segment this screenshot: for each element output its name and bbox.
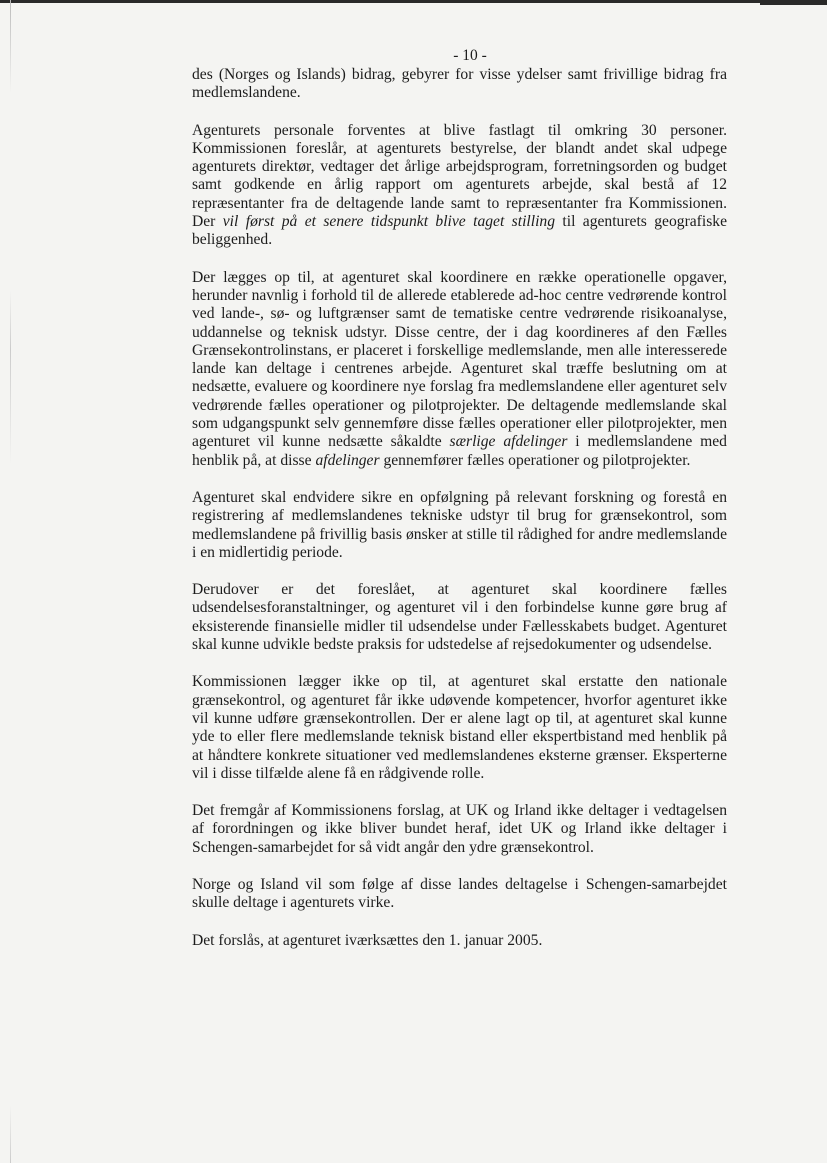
italic-text: vil først på et senere tidspunkt blive taget stilling [222,213,556,231]
paragraph-text: til agenturets geografiske beliggenhed. [192,213,727,249]
top-border-line [0,0,827,3]
paragraph-text: des (Norges og Islands) bidrag, gebyrer for visse ydelser samt frivillige bidrag fra medlemslandene. [192,66,727,102]
paragraph-text: Kommissionen lægger ikke op til, at agenturet skal erstatte den nationale grænsekontrol, og agenturet får ikke udøvende kompetencer, hvorfor agenturet ikke vil kunne udføre grænsekontrollen. Der er alene lagt op til, at agenturet skal kunne yde to eller flere medlemslande teknisk bistand eller ekspertbistand med henblik på at håndtere konkrete situationer ved medlemslandenes eksterne grænser. Eksperterne vil i disse tilfælde alene få en rådgivende rolle. [192,673,727,782]
paragraph-text: Agenturet skal endvidere sikre en opfølgning på relevant forskning og forestå en registrering af medlemslandenes tekniske udstyr til brug for grænsekontrol, som medlemslandene på frivillig basis ønsker at stille til rådighed for andre medlemslande i en midlertidig periode. [192,488,727,561]
paragraph [192,122,727,250]
paragraph [192,66,727,103]
paragraph-text: Der lægges op til, at agenturet skal koordinere en række operationelle opgaver, herunder navnlig i forhold til de allerede etablerede ad-hoc centre vedrørende kontrol ved lande-, sø- og luftgrænser samt de tematiske centre vedrørende risikoanalyse, uddannelse og teknisk udstyr. Disse centre, der i dag koordineres af den Fælles Grænsekontrolinstans, er placeret i forskellige medlemslande, men alle interesserede lande kan deltage i centrenes arbejde. Agenturet skal træffe beslutning om at nedsætte, evaluere og koordinere nye forslag fra medlemslandene eller agenturet selv vedrørende fælles operationer og pilotprojekter. De deltagende medlemslande skal som udgangspunkt selv gennemføre disse fælles operationer eller pilotprojekter, men agenturet vil kunne nedsætte såkaldte [192,268,727,451]
paragraph-text: Norge og Island vil som følge af disse landes deltagelse i Schengen-samarbejdet skulle deltage i agenturets virke. [192,875,727,912]
paragraph-text: Agenturets personale forventes at blive fastlagt til omkring 30 personer. Kommissionen foreslår, at agenturets bestyrelse, der blandt andet skal udpege agenturets direktør, vedtager det årlige arbejdsprogram, forretningsorden og budget samt godkende en årlig rapport om agenturets arbejde, skal bestå af 12 repræsentanter fra de deltagende lande samt to repræsentanter fra Kommissionen. Der [192,121,727,231]
scan-edge-mark [10,0,11,1163]
page-number: - 10 - [453,47,487,64]
document-body [192,66,727,969]
paragraph [192,581,727,654]
paragraph-text: i medlemslandene med henblik på, at disse [192,433,727,469]
paragraph [192,269,727,470]
paragraph [192,489,727,562]
top-border-tail [760,3,827,5]
paragraph [192,876,727,913]
paragraph [192,673,727,783]
italic-text: særlige afdelinger [449,433,568,451]
paragraph-text: Det forslås, at agenturet iværksættes den 1. januar 2005. [192,931,543,949]
paragraph-text: Derudover er det foreslået, at agenturet skal koordinere fælles udsendelsesforanstaltninger, og agenturet vil i den forbindelse kunne gøre brug af eksisterende finansielle midler til udsendelse under Fællesskabets budget. Agenturet skal kunne udvikle bedste praksis for udstedelse af rejsedokumenter og udsendelse. [192,581,727,654]
paragraph [192,802,727,857]
paragraph-text: Det fremgår af Kommissionens forslag, at UK og Irland ikke deltager i vedtagelsen af forordningen og ikke bliver bundet heraf, idet UK og Irland ikke deltager i Schengen-samarbejdet for så vidt angår den ydre grænsekontrol. [192,802,727,856]
italic-text: afdelinger [315,451,380,469]
paragraph-text: gennemfører fælles operationer og pilotprojekter. [379,451,691,469]
paragraph [192,932,727,950]
